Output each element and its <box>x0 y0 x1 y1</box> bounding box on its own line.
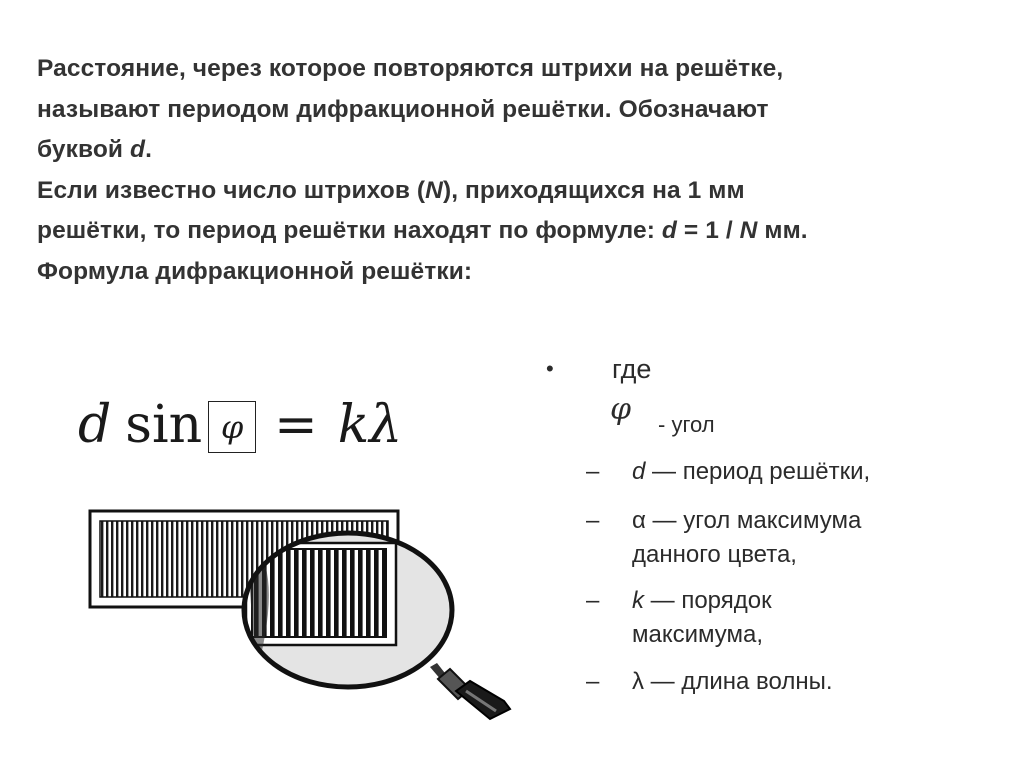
intro-line-6: Формула дифракционной решётки: <box>37 257 473 285</box>
phi-description: - угол <box>658 412 715 437</box>
var-n: N <box>739 217 758 244</box>
intro-line-5: решётки, то период решётки находят по формуле: d = 1 / N мм. <box>37 217 808 244</box>
magnifier-grating-icon <box>86 505 526 735</box>
formula-k: k <box>337 395 370 455</box>
item-text: данного цвета, <box>632 541 797 568</box>
intro-text <box>37 49 997 292</box>
grating-magnifier-illustration <box>86 505 526 735</box>
grating-formula <box>78 385 402 465</box>
where-label: где <box>612 354 652 384</box>
dash-icon: – <box>586 668 600 695</box>
item-text: — угол максимума <box>645 507 862 534</box>
item-var: k <box>632 587 644 614</box>
item-var: d <box>632 458 646 485</box>
item-text: — период решётки, <box>645 458 871 485</box>
phi-symbol: φ <box>610 392 632 427</box>
intro-line-3: буквой d. <box>37 136 152 163</box>
formula-lambda: λ <box>369 395 403 455</box>
item-text: максимума, <box>632 621 764 648</box>
var-d: d <box>661 217 677 244</box>
formula-phi-box: φ <box>208 401 256 453</box>
item-text: — длина волны. <box>644 668 833 695</box>
formula-sin: sin <box>125 395 203 455</box>
dash-icon: – <box>586 587 600 614</box>
formula-equals: = <box>274 395 318 455</box>
bullet-icon: • <box>546 356 554 381</box>
formula-d: d <box>78 395 112 455</box>
dash-icon: – <box>586 507 600 534</box>
intro-line-4: Если известно число штрихов (N), приходящихся на 1 мм <box>37 176 745 204</box>
item-var: α <box>632 507 646 534</box>
intro-line-2: называют периодом дифракционной решётки. Обозначают <box>37 95 769 123</box>
var-n: N <box>425 176 443 204</box>
dash-icon: – <box>586 458 600 485</box>
item-text: — порядок <box>644 587 772 614</box>
item-var: λ <box>632 668 644 695</box>
var-d: d <box>129 136 146 163</box>
intro-line-1: Расстояние, через которое повторяются штрихи на решётке, <box>37 55 784 82</box>
